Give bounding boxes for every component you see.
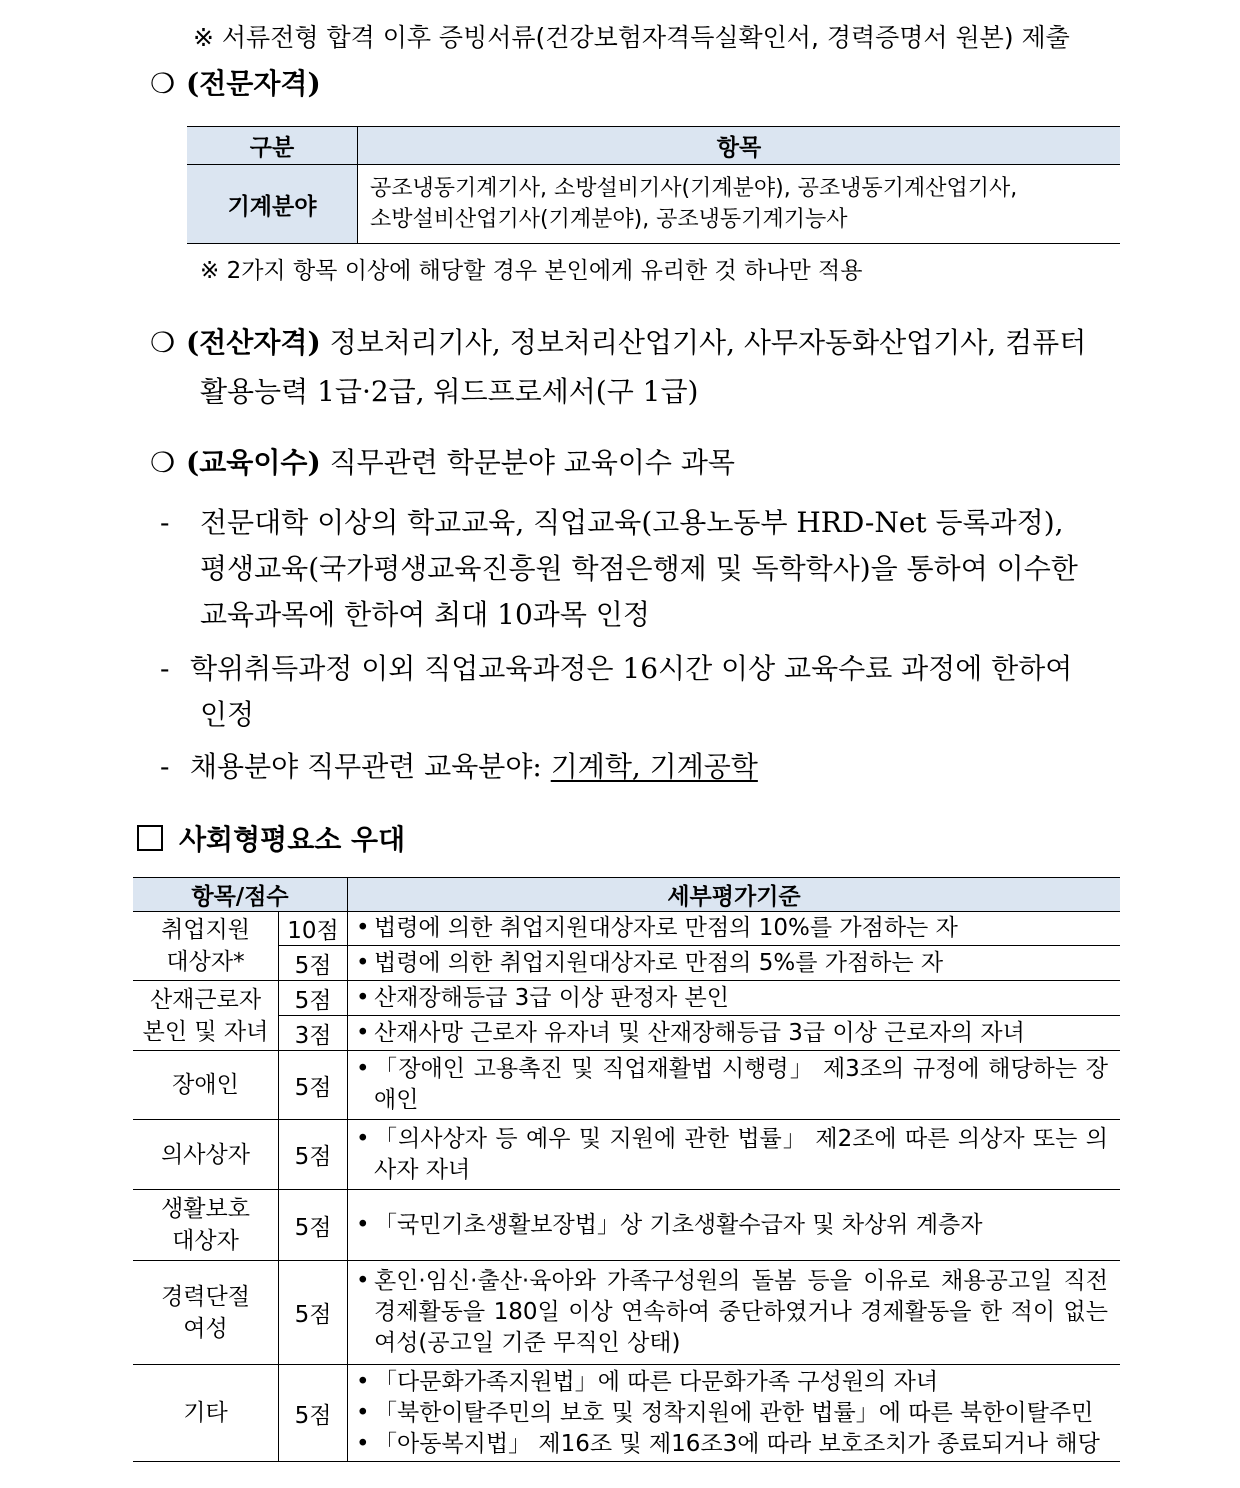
edu-item-line: 학위취득과정 이외 직업교육과정은 16시간 이상 교육수료 과정에 한하여 — [190, 652, 1073, 685]
bullet-dot: • — [356, 949, 370, 976]
category-cell: 기계분야 — [187, 165, 358, 244]
criteria-cell — [348, 1261, 1121, 1365]
square-bullet-icon — [137, 825, 163, 851]
header-item-score: 항목/점수 — [133, 878, 348, 912]
dash-bullet: - — [160, 506, 170, 539]
criteria-text: 산재사망 근로자 유자녀 및 산재장해등급 3급 이상 근로자의 자녀 — [374, 1019, 1025, 1046]
criteria-text: 법령에 의한 취업지원대상자로 만점의 10%를 가점하는 자 — [374, 915, 958, 941]
criteria-cell — [348, 1016, 1121, 1051]
bullet-dot: • — [356, 1430, 370, 1457]
it-qual-text-line2: 활용능력 1급·2급, 워드프로세서(구 1급) — [200, 375, 699, 408]
it-qual-title: (전산자격) — [186, 326, 321, 359]
table-row — [187, 165, 1120, 244]
bullet-dot: • — [356, 984, 370, 1011]
edu-text: 직무관련 학문분야 교육이수 과목 — [320, 446, 735, 479]
item-line: 대상자 — [172, 1228, 239, 1254]
score-cell: 5점 — [279, 1261, 348, 1365]
item-cell: 의사상자 — [133, 1120, 279, 1190]
table-row — [133, 1190, 1120, 1261]
table-row — [133, 1016, 1120, 1051]
pro-qual-heading — [150, 66, 321, 102]
score-cell: 5점 — [279, 946, 348, 981]
score-cell: 3점 — [279, 1016, 348, 1051]
criteria-text: 「장애인 고용촉진 및 직업재활법 시행령」 제3조의 규정에 해당하는 장애인 — [374, 1056, 1108, 1113]
bullet-dot: • — [356, 1019, 370, 1046]
item-line: 산재근로자 — [149, 986, 262, 1013]
criteria-text: 「의사상자 등 예우 및 지원에 관한 법률」 제2조에 따른 의상자 또는 의사자 자녀 — [374, 1125, 1108, 1183]
items-line: 공조냉동기계기사, 소방설비기사(기계분야), 공조냉동기계산업기사, — [370, 176, 1018, 201]
score-cell: 5점 — [279, 1120, 348, 1190]
table-row — [133, 981, 1120, 1016]
item-cell — [133, 1261, 279, 1365]
criteria-text: 산재장해등급 3급 이상 판정자 본인 — [374, 984, 729, 1011]
score-cell: 5점 — [279, 1365, 348, 1462]
it-qual-section — [150, 325, 1086, 361]
edu-field-prefix: 채용분야 직무관련 교육분야: — [190, 750, 551, 783]
item-cell — [133, 1190, 279, 1261]
item-line: 여성 — [183, 1315, 228, 1342]
table-row — [133, 912, 1120, 946]
items-cell — [358, 165, 1121, 244]
edu-item-line: 평생교육(국가평생교육진흥원 학점은행제 및 독학학사)을 통하여 이수한 — [200, 552, 1078, 585]
edu-field — [160, 744, 1120, 790]
header-category: 구분 — [187, 127, 358, 165]
criteria-cell — [348, 981, 1121, 1016]
edu-item-line: 교육과목에 한하여 최대 10과목 인정 — [200, 598, 650, 631]
edu-field-value: 기계학, 기계공학 — [550, 750, 758, 783]
social-heading — [137, 822, 405, 858]
criteria-cell — [348, 1051, 1121, 1120]
circle-bullet-icon: ❍ — [150, 326, 176, 359]
criteria-text: 법령에 의한 취업지원대상자로 만점의 5%를 가점하는 자 — [374, 949, 944, 976]
table-row — [133, 1365, 1120, 1462]
social-title: 사회형평요소 우대 — [179, 823, 406, 856]
circle-bullet-icon: ❍ — [150, 446, 176, 479]
criteria-text: 「국민기초생활보장법」상 기초생활수급자 및 차상위 계층자 — [374, 1211, 983, 1238]
item-cell: 장애인 — [133, 1051, 279, 1120]
criteria-text: 「다문화가족지원법」에 따른 다문화가족 구성원의 자녀 — [374, 1368, 939, 1395]
item-line: 생활보호 — [161, 1196, 250, 1222]
dash-bullet: - — [160, 652, 170, 685]
dash-bullet: - — [160, 750, 170, 783]
score-cell: 5점 — [279, 981, 348, 1016]
bullet-dot: • — [356, 1125, 370, 1152]
social-equity-table — [133, 877, 1120, 1462]
items-line: 소방설비산업기사(기계분야), 공조냉동기계기능사 — [370, 207, 848, 232]
it-qual-text: 정보처리기사, 정보처리산업기사, 사무자동화산업기사, 컴퓨터 — [320, 326, 1087, 359]
criteria-text: 혼인·임신·출산·육아와 가족구성원의 돌봄 등을 이유로 채용공고일 직전 경제활동을 180일 이상 연속하여 중단하였거나 경제활동을 한 적이 없는 여성(공고일 기준 무직인 상태) — [374, 1268, 1108, 1356]
header-items: 항목 — [358, 127, 1121, 165]
item-line: 대상자* — [166, 949, 245, 975]
item-cell — [133, 912, 279, 981]
bullet-dot: • — [356, 1368, 370, 1395]
edu-item — [160, 500, 1120, 640]
qualification-table — [187, 126, 1120, 244]
edu-title: (교육이수) — [186, 446, 321, 479]
bullet-dot: • — [356, 1056, 370, 1082]
criteria-cell — [348, 912, 1121, 946]
score-cell: 10점 — [279, 912, 348, 946]
edu-section — [150, 445, 735, 481]
criteria-cell — [348, 946, 1121, 981]
top-note: ※ 서류전형 합격 이후 증빙서류(건강보험자격득실확인서, 경력증명서 원본) 제출 — [193, 23, 1070, 52]
item-line: 경력단절 — [161, 1283, 250, 1310]
score-cell: 5점 — [279, 1051, 348, 1120]
edu-field-line — [190, 744, 1110, 790]
item-cell — [133, 981, 279, 1051]
item-line: 취업지원 — [161, 917, 250, 943]
table-header-row — [187, 127, 1120, 165]
edu-item-line: 전문대학 이상의 학교교육, 직업교육(고용노동부 HRD-Net 등록과정), — [200, 506, 1064, 539]
bullet-dot: • — [356, 1211, 370, 1238]
criteria-cell — [348, 1120, 1121, 1190]
table-header-row — [133, 878, 1120, 912]
table-row — [133, 946, 1120, 981]
circle-bullet-icon: ❍ — [150, 67, 176, 100]
table-row — [133, 1051, 1120, 1120]
score-cell: 5점 — [279, 1190, 348, 1261]
bullet-dot: • — [356, 1268, 370, 1294]
bullet-dot: • — [356, 1399, 370, 1426]
pro-qual-title: (전문자격) — [186, 67, 321, 100]
criteria-text: 「북한이탈주민의 보호 및 정착지원에 관한 법률」에 따른 북한이탈주민 — [374, 1399, 1094, 1426]
criteria-cell — [348, 1190, 1121, 1261]
criteria-text: 「아동복지법」 제16조 및 제16조3에 따라 보호조치가 종료되거나 해당 — [374, 1430, 1100, 1457]
bullet-dot: • — [356, 915, 370, 941]
edu-item — [160, 646, 1120, 738]
criteria-cell — [348, 1365, 1121, 1462]
edu-item-line: 인정 — [200, 698, 255, 731]
item-cell: 기타 — [133, 1365, 279, 1462]
table-row — [133, 1120, 1120, 1190]
header-criteria: 세부평가기준 — [348, 878, 1121, 912]
item-line: 본인 및 자녀 — [142, 1018, 269, 1045]
pro-qual-note: ※ 2가지 항목 이상에 해당할 경우 본인에게 유리한 것 하나만 적용 — [200, 258, 863, 284]
table-row — [133, 1261, 1120, 1365]
